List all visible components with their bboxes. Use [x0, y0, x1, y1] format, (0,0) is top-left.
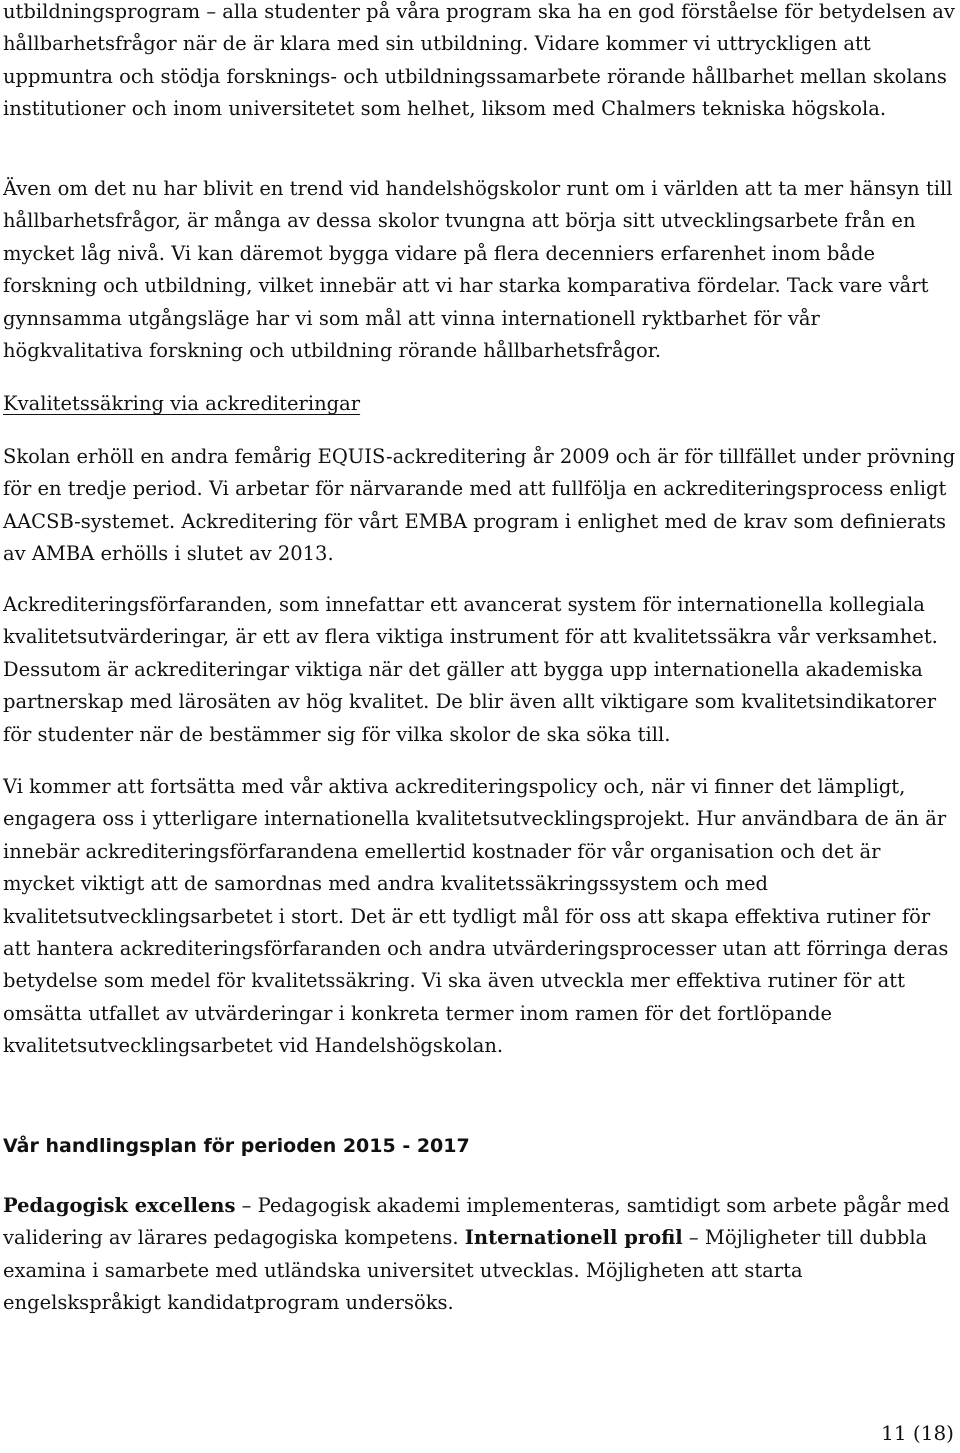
paragraph-equis: Skolan erhöll en andra femårig EQUIS-ackreditering år 2009 och är för tillfället under prövning för en tredje period. Vi arbetar för närvarande med att fullfölja en ackrediteringsprocess enligt AACSB-systemet. Ackreditering för vårt EMBA program i enlighet med de krav som definierats av AMBA erhölls i slutet av 2013.	[3, 445, 956, 566]
paragraph-plan	[3, 1190, 957, 1320]
term-internationell-profil: Internationell profil	[464, 1226, 683, 1250]
paragraph-policy: Vi kommer att fortsätta med vår aktiva ackrediteringspolicy och, när vi finner det lämpligt, engagera oss i ytterligare internationella kvalitetsutvecklingsprojekt. Hur användbara de än är innebär ackrediteringsförfarandena emellertid kostnader för vår organisation och det är mycket viktigt att de samordnas med andra kvalitetssäkringssystem och med kvalitetsutvecklingsarbetet i stort. Det är ett tydligt mål för oss att skapa effektiva rutiner för att hantera ackrediteringsförfaranden och andra utvärderingsprocesser utan att förringa deras betydelse som medel för kvalitetssäkring. Vi ska även utveckla mer effektiva rutiner för att omsätta utfallet av utvärderingar i konkreta termer inom ramen för det fortlöpande kvalitetsutvecklingsarbetet vid Handelshögskolan.	[3, 775, 949, 1058]
section-heading-handlingsplan: Vår handlingsplan för perioden 2015 - 2017	[3, 1135, 470, 1157]
text-pedagogisk-excellens: – Pedagogisk akademi implementeras, samtidigt som arbete pågår med validering av lärares pedagogiska kompetens.	[3, 1194, 950, 1250]
text-internationell-profil: – Möjligheter till dubbla examina i samarbete med utländska universitet utvecklas. Möjligheten att starta engelskspråkigt kandidatprogram undersöks.	[3, 1226, 928, 1315]
paragraph-ackrediteringsforfaranden: Ackrediteringsförfaranden, som innefattar ett avancerat system för internationella kollegiala kvalitetsutvärderingar, är ett av flera viktiga instrument för att kvalitetssäkra vår verksamhet. Dessutom är ackrediteringar viktiga när det gäller att bygga upp internationella akademiska partnerskap med lärosäten av hög kvalitet. De blir även allt viktigare som kvalitetsindikatorer för studenter när de bestämmer sig för vilka skolor de ska söka till.	[3, 593, 938, 746]
page-number: 11 (18)	[881, 1421, 954, 1445]
paragraph-handelshogskolor: Även om det nu har blivit en trend vid handelshögskolor runt om i världen att ta mer hänsyn till hållbarhetsfrågor, är många av dessa skolor tvungna att börja sitt utvecklingsarbete från en mycket låg nivå. Vi kan däremot bygga vidare på flera decenniers erfarenhet inom både forskning och utbildning, vilket innebär att vi har starka komparativa fördelar. Tack vare vårt gynnsamma utgångsläge har vi som mål att vinna internationell ryktbarhet för vår högkvalitativa forskning och utbildning rörande hållbarhetsfrågor.	[3, 177, 953, 363]
term-pedagogisk-excellens: Pedagogisk excellens	[3, 1194, 236, 1217]
section-heading-kvalitetssakring: Kvalitetssäkring via ackrediteringar	[3, 392, 361, 415]
paragraph-intro: utbildningsprogram – alla studenter på våra program ska ha en god förståelse för betydelsen av hållbarhetsfrågor när de är klara med sin utbildning. Vidare kommer vi uttryckligen att uppmuntra och stödja forsknings- och utbildningssamarbete rörande hållbarhet mellan skolans institutioner och inom universitetet som helhet, liksom med Chalmers tekniska högskola.	[3, 0, 955, 121]
